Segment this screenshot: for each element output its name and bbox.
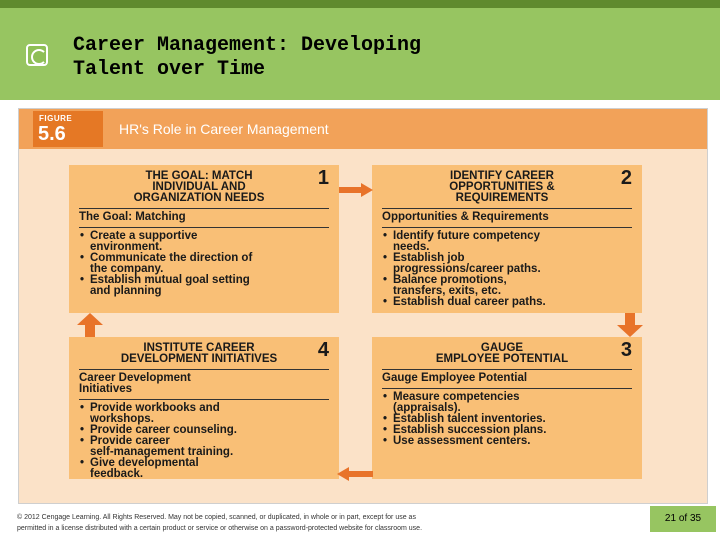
card-goal-matching xyxy=(69,165,339,313)
copyright-notice: © 2012 Cengage Learning. All Rights Reserved. May not be copied, scanned, or duplicated, in whole or in part, except for use as permitted in a license distributed with a certain product or service or otherwise on a password-protected website for classroom use. xyxy=(17,514,423,532)
card-subheading: Gauge Employee Potential xyxy=(382,372,528,384)
arrow-down-icon xyxy=(617,313,643,337)
bullet-item: • Provide workbooks and workshops. xyxy=(79,403,329,425)
card-subheading: Career Development Initiatives xyxy=(79,372,191,395)
card-bullets xyxy=(79,403,329,480)
figure-body xyxy=(19,149,707,503)
arrow-up-icon xyxy=(77,313,103,337)
bullet-item: • Give developmental feedback. xyxy=(79,458,329,480)
card-number: 1 xyxy=(317,167,329,189)
title-top-strip xyxy=(0,0,720,8)
card-employee-potential xyxy=(372,337,642,479)
figure-title: HR's Role in Career Management xyxy=(119,121,329,137)
bullet-item: • Measure competencies (appraisals). xyxy=(382,392,632,414)
bullet-item: • Establish succession plans. xyxy=(382,425,632,436)
card-development-initiatives xyxy=(69,337,339,479)
card-divider xyxy=(79,227,329,228)
slide-bullet-icon xyxy=(26,44,48,66)
figure-header xyxy=(19,109,707,149)
bullet-item: • Provide career counseling. xyxy=(79,425,329,436)
bullet-item: • Identify future competency needs. xyxy=(382,231,632,253)
card-subheading: Opportunities & Requirements xyxy=(382,211,549,223)
bullet-item: • Provide career self-management training. xyxy=(79,436,329,458)
card-subheading: The Goal: Matching xyxy=(79,211,186,223)
page-number: 21 of 35 xyxy=(650,506,716,532)
bullet-item: • Create a supportive environment. xyxy=(79,231,329,253)
card-divider xyxy=(382,388,632,389)
card-heading: GAUGE EMPLOYEE POTENTIAL xyxy=(435,342,569,365)
card-divider xyxy=(382,227,632,228)
card-divider xyxy=(79,369,329,370)
card-heading: THE GOAL: MATCH INDIVIDUAL AND ORGANIZATION NEEDS xyxy=(133,170,265,204)
figure-number: 5.6 xyxy=(38,123,66,145)
bullet-item: • Balance promotions, transfers, exits, etc. xyxy=(382,275,632,297)
card-number: 2 xyxy=(620,167,632,189)
card-divider xyxy=(382,208,632,209)
slide-title-bar xyxy=(0,0,720,100)
arrow-right-icon xyxy=(339,183,373,197)
slide-title: Career Management: Developing Talent over Time xyxy=(73,34,422,81)
card-heading: IDENTIFY CAREER OPPORTUNITIES & REQUIREMENTS xyxy=(449,170,555,204)
figure-label: FIGURE xyxy=(39,114,73,123)
bullet-item: • Establish mutual goal setting and planning xyxy=(79,275,329,297)
figure-badge xyxy=(33,111,103,147)
card-opportunities xyxy=(372,165,642,313)
card-heading: INSTITUTE CAREER DEVELOPMENT INITIATIVES xyxy=(120,342,278,365)
card-divider xyxy=(79,208,329,209)
card-divider xyxy=(382,369,632,370)
bullet-item: • Establish talent inventories. xyxy=(382,414,632,425)
arrow-left-icon xyxy=(337,467,373,481)
card-bullets xyxy=(79,231,329,297)
card-bullets xyxy=(382,231,632,308)
card-number: 3 xyxy=(620,339,632,361)
bullet-item: • Communicate the direction of the company. xyxy=(79,253,329,275)
card-bullets xyxy=(382,392,632,447)
bullet-item: • Use assessment centers. xyxy=(382,436,632,447)
bullet-item: • Establish job progressions/career paths. xyxy=(382,253,632,275)
card-divider xyxy=(79,399,329,400)
card-number: 4 xyxy=(317,339,329,361)
bullet-item: • Establish dual career paths. xyxy=(382,297,632,308)
figure xyxy=(18,108,708,504)
